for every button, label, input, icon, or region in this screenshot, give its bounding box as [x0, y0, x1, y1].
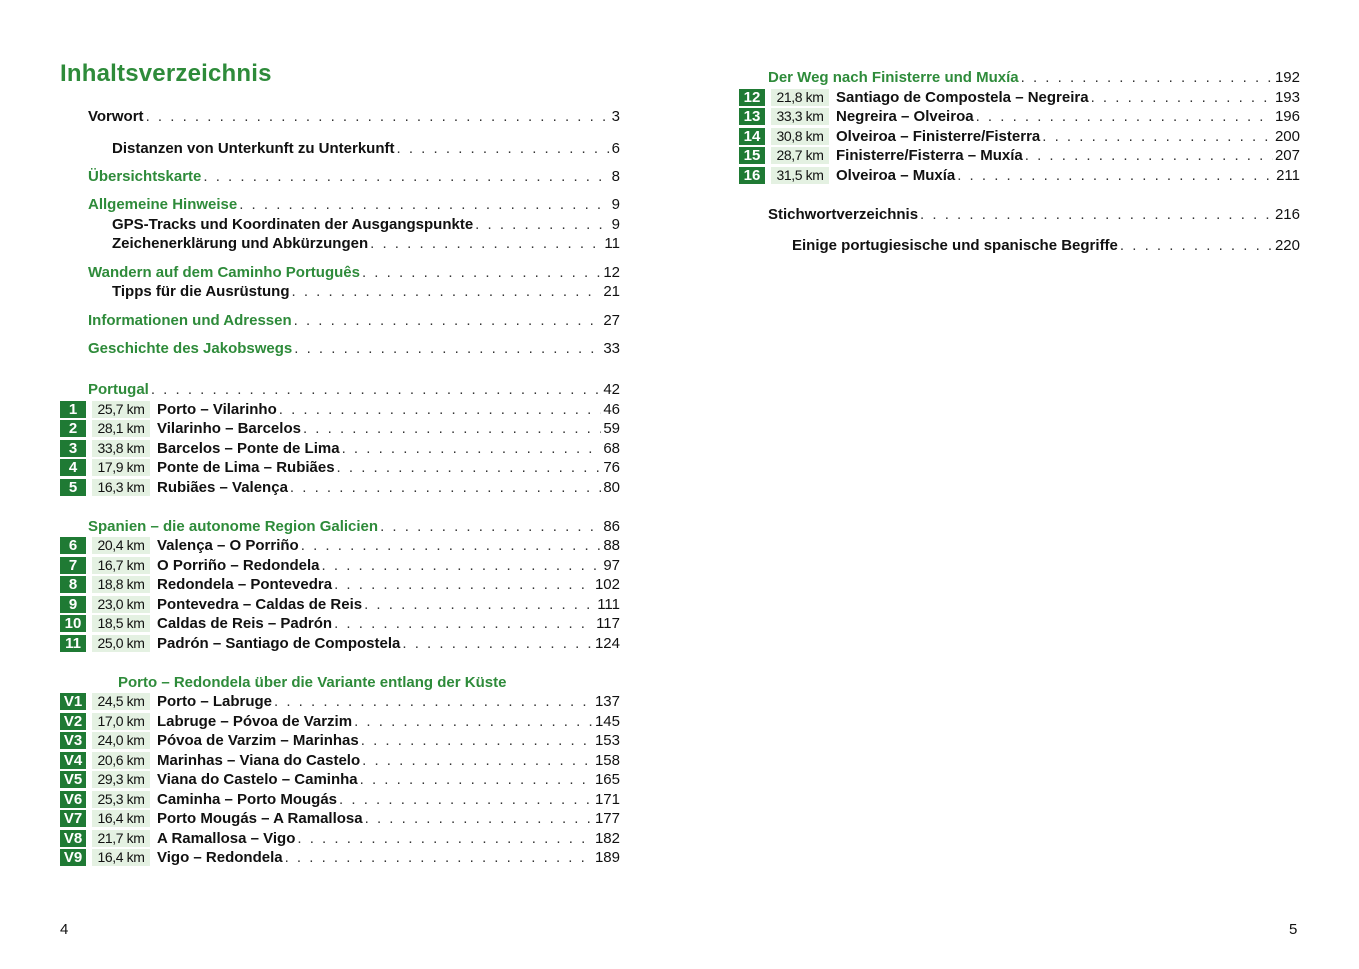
- stage-entry[interactable]: [739, 166, 1300, 185]
- stage-distance: 31,5 km: [771, 167, 829, 184]
- stage-entry[interactable]: [60, 595, 620, 614]
- toc-entry-label: Vorwort: [88, 108, 144, 125]
- stage-label: Labruge – Póvoa de Varzim: [157, 713, 353, 730]
- stage-distance: 23,0 km: [92, 596, 150, 613]
- stage-distance: 16,7 km: [92, 557, 150, 574]
- toc-page-number: 102: [594, 576, 620, 593]
- stage-distance: 29,3 km: [92, 771, 150, 788]
- stage-entry[interactable]: [60, 575, 620, 594]
- stage-number-badge: V9: [60, 849, 86, 866]
- stage-label: Valença – O Porriño: [157, 537, 299, 554]
- stage-number-badge: V3: [60, 732, 86, 749]
- stage-label: Viana do Castelo – Caminha: [157, 771, 358, 788]
- stage-number-badge: 1: [60, 401, 86, 418]
- stage-entry[interactable]: [60, 712, 620, 731]
- toc-entry-label: Einige portugiesische und spanische Begriffe: [792, 237, 1118, 254]
- toc-entry-label: Portugal: [88, 381, 149, 398]
- stage-label: Finisterre/Fisterra – Muxía: [836, 147, 1023, 164]
- toc-page-number: 171: [594, 791, 620, 808]
- stage-entry[interactable]: [60, 614, 620, 633]
- stage-number-badge: 8: [60, 576, 86, 593]
- stage-label: Caldas de Reis – Padrón: [157, 615, 333, 632]
- stage-distance: 25,7 km: [92, 401, 150, 418]
- stage-entry[interactable]: [60, 556, 620, 575]
- stage-entry[interactable]: [60, 458, 620, 477]
- toc-page-number: 59: [603, 420, 620, 437]
- toc-entry-label: Geschichte des Jakobswegs: [88, 340, 293, 357]
- toc-page-number: 6: [611, 140, 620, 157]
- stage-distance: 25,0 km: [92, 635, 150, 652]
- toc-entry-label: Informationen und Adressen: [88, 312, 292, 329]
- stage-number-badge: V2: [60, 713, 86, 730]
- toc-entry-label: Spanien – die autonome Region Galicien: [88, 518, 379, 535]
- stage-label: Vigo – Redondela: [157, 849, 283, 866]
- stage-label: Póvoa de Varzim – Marinhas: [157, 732, 359, 749]
- stage-distance: 17,9 km: [92, 459, 150, 476]
- stage-number-badge: 7: [60, 557, 86, 574]
- toc-section-uebersichtskarte[interactable]: [88, 167, 620, 186]
- stage-number-badge: 16: [739, 167, 765, 184]
- stage-distance: 28,7 km: [771, 147, 829, 164]
- toc-page-number: 177: [594, 810, 620, 827]
- toc-page-number: 33: [603, 340, 620, 357]
- toc-entry-begriffe[interactable]: [792, 236, 1300, 255]
- stage-distance: 16,4 km: [92, 849, 150, 866]
- stage-number-badge: V4: [60, 752, 86, 769]
- stage-label: A Ramallosa – Vigo: [157, 830, 296, 847]
- stage-number-badge: 5: [60, 479, 86, 496]
- stage-number-badge: 11: [60, 635, 86, 652]
- stage-distance: 24,5 km: [92, 693, 150, 710]
- toc-entry-label: Stichwortverzeichnis: [768, 206, 919, 223]
- stage-entry[interactable]: [739, 146, 1300, 165]
- toc-page-number: 182: [594, 830, 620, 847]
- stage-number-badge: V7: [60, 810, 86, 827]
- toc-page-number: 111: [597, 596, 620, 613]
- stage-label: Porto – Labruge: [157, 693, 273, 710]
- stage-number-badge: 9: [60, 596, 86, 613]
- toc-section-variante[interactable]: [118, 673, 620, 692]
- toc-page-number: 216: [1274, 206, 1300, 223]
- stage-distance: 25,3 km: [92, 791, 150, 808]
- toc-entry-label: Tipps für die Ausrüstung: [112, 283, 290, 300]
- toc-entry-vorwort[interactable]: [88, 107, 620, 126]
- stage-entry[interactable]: [60, 770, 620, 789]
- stage-distance: 18,8 km: [92, 576, 150, 593]
- toc-entry-label: Übersichtskarte: [88, 168, 202, 185]
- toc-entry-label: Der Weg nach Finisterre und Muxía: [768, 69, 1019, 86]
- stage-distance: 17,0 km: [92, 713, 150, 730]
- stage-number-badge: 14: [739, 128, 765, 145]
- toc-page-number: 207: [1274, 147, 1300, 164]
- toc-entry-label: GPS-Tracks und Koordinaten der Ausgangspunkte: [112, 216, 474, 233]
- stage-number-badge: 15: [739, 147, 765, 164]
- stage-label: Redondela – Pontevedra: [157, 576, 333, 593]
- stage-entry[interactable]: [60, 439, 620, 458]
- toc-page-number: 158: [594, 752, 620, 769]
- stage-number-badge: V5: [60, 771, 86, 788]
- stage-label: Barcelos – Ponte de Lima: [157, 440, 340, 457]
- toc-page-number: 153: [594, 732, 620, 749]
- toc-entry-stichwortverzeichnis[interactable]: [768, 205, 1300, 224]
- stage-entry[interactable]: [60, 731, 620, 750]
- stage-number-badge: 2: [60, 420, 86, 437]
- toc-page-number: 80: [603, 479, 620, 496]
- stage-distance: 28,1 km: [92, 420, 150, 437]
- toc-page-number: 124: [594, 635, 620, 652]
- stage-distance: 33,3 km: [771, 108, 829, 125]
- stage-number-badge: 3: [60, 440, 86, 457]
- stage-distance: 16,3 km: [92, 479, 150, 496]
- stage-label: Ponte de Lima – Rubiães: [157, 459, 335, 476]
- stage-entry[interactable]: [739, 127, 1300, 146]
- stage-label: Olveiroa – Finisterre/Fisterra: [836, 128, 1041, 145]
- toc-page-number: 76: [603, 459, 620, 476]
- stage-number-badge: 13: [739, 108, 765, 125]
- stage-entry[interactable]: [60, 400, 620, 419]
- stage-entry[interactable]: [60, 478, 620, 497]
- stage-label: Padrón – Santiago de Compostela: [157, 635, 401, 652]
- toc-page-number: 220: [1274, 237, 1300, 254]
- toc-page-number: 42: [603, 381, 620, 398]
- toc-entry-zeichenerklaerung[interactable]: [112, 234, 620, 253]
- stage-number-badge: 4: [60, 459, 86, 476]
- toc-page-number: 68: [603, 440, 620, 457]
- toc-page-number: 46: [603, 401, 620, 418]
- stage-label: Santiago de Compostela – Negreira: [836, 89, 1089, 106]
- stage-label: Pontevedra – Caldas de Reis: [157, 596, 363, 613]
- toc-section-portugal[interactable]: [88, 380, 620, 399]
- stage-distance: 20,6 km: [92, 752, 150, 769]
- stage-entry[interactable]: [60, 809, 620, 828]
- stage-label: Negreira – Olveiroa: [836, 108, 974, 125]
- stage-distance: 21,8 km: [771, 89, 829, 106]
- stage-label: Porto – Vilarinho: [157, 401, 277, 418]
- toc-page-number: 3: [611, 108, 620, 125]
- stage-number-badge: V6: [60, 791, 86, 808]
- stage-number-badge: V1: [60, 693, 86, 710]
- toc-page-number: 9: [611, 216, 620, 233]
- toc-section-informationen[interactable]: [88, 311, 620, 330]
- stage-label: Porto Mougás – A Ramallosa: [157, 810, 363, 827]
- toc-page-number: 8: [611, 168, 620, 185]
- toc-page-number: 145: [594, 713, 620, 730]
- toc-page-number: 97: [603, 557, 620, 574]
- toc-entry-label: Allgemeine Hinweise: [88, 196, 238, 213]
- stage-entry[interactable]: [60, 751, 620, 770]
- stage-distance: 30,8 km: [771, 128, 829, 145]
- toc-page-number: 137: [594, 693, 620, 710]
- toc-page-number: 165: [594, 771, 620, 788]
- toc-page-number: 193: [1274, 89, 1300, 106]
- toc-section-geschichte[interactable]: [88, 339, 620, 358]
- toc-page-number: 12: [603, 264, 620, 281]
- stage-distance: 18,5 km: [92, 615, 150, 632]
- stage-entry[interactable]: [60, 419, 620, 438]
- page-title: Inhaltsverzeichnis: [60, 60, 272, 87]
- stage-label: Vilarinho – Barcelos: [157, 420, 301, 437]
- stage-label: O Porriño – Redondela: [157, 557, 320, 574]
- page-number-right: 5: [1289, 921, 1298, 938]
- page-number-left: 4: [60, 921, 69, 938]
- stage-label: Marinhas – Viana do Castelo: [157, 752, 361, 769]
- toc-page-number: 11: [604, 235, 620, 252]
- toc-section-allgemeine-hinweise[interactable]: [88, 195, 620, 214]
- toc-page-number: 196: [1274, 108, 1300, 125]
- stage-entry[interactable]: [739, 107, 1300, 126]
- toc-entry-gps-tracks[interactable]: [112, 215, 620, 234]
- toc-entry-distanzen[interactable]: [112, 139, 620, 158]
- stage-entry[interactable]: [60, 536, 620, 555]
- stage-number-badge: 6: [60, 537, 86, 554]
- stage-entry[interactable]: [739, 88, 1300, 107]
- stage-entry[interactable]: [60, 790, 620, 809]
- toc-page-number: 86: [603, 518, 620, 535]
- stage-entry[interactable]: [60, 848, 620, 867]
- toc-entry-label: Distanzen von Unterkunft zu Unterkunft: [112, 140, 395, 157]
- toc-page-number: 27: [603, 312, 620, 329]
- stage-label: Olveiroa – Muxía: [836, 167, 956, 184]
- stage-entry[interactable]: [60, 692, 620, 711]
- toc-page-number: 189: [594, 849, 620, 866]
- stage-distance: 21,7 km: [92, 830, 150, 847]
- stage-number-badge: 10: [60, 615, 86, 632]
- toc-entry-tipps[interactable]: [112, 282, 620, 301]
- toc-page-number: 211: [1276, 167, 1300, 184]
- stage-distance: 20,4 km: [92, 537, 150, 554]
- toc-page-number: 192: [1274, 69, 1300, 86]
- toc-entry-label: Porto – Redondela über die Variante entlang der Küste: [118, 674, 507, 691]
- toc-entry-label: Zeichenerklärung und Abkürzungen: [112, 235, 369, 252]
- toc-page-number: 117: [596, 615, 620, 632]
- toc-section-spanien[interactable]: [88, 517, 620, 536]
- toc-section-finisterre[interactable]: [768, 68, 1300, 87]
- stage-label: Rubiães – Valença: [157, 479, 288, 496]
- stage-entry[interactable]: [60, 829, 620, 848]
- toc-page-number: 21: [603, 283, 620, 300]
- stage-distance: 33,8 km: [92, 440, 150, 457]
- stage-distance: 24,0 km: [92, 732, 150, 749]
- toc-section-wandern[interactable]: [88, 263, 620, 282]
- stage-label: Caminha – Porto Mougás: [157, 791, 338, 808]
- stage-distance: 16,4 km: [92, 810, 150, 827]
- stage-number-badge: V8: [60, 830, 86, 847]
- stage-number-badge: 12: [739, 89, 765, 106]
- toc-entry-label: Wandern auf dem Caminho Português: [88, 264, 360, 281]
- toc-page-number: 9: [611, 196, 620, 213]
- toc-page-number: 200: [1274, 128, 1300, 145]
- toc-page-number: 88: [603, 537, 620, 554]
- right-page: [680, 0, 1359, 969]
- stage-entry[interactable]: [60, 634, 620, 653]
